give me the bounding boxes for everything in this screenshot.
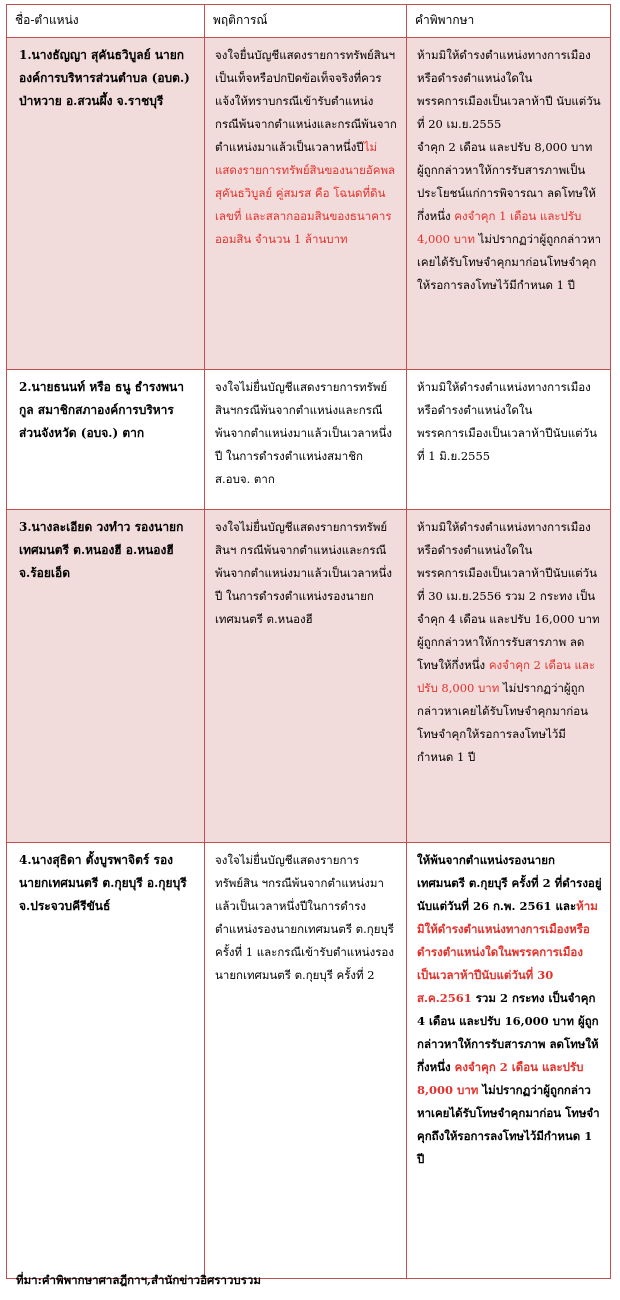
verdict-highlight: คงจำคุก 2 เดือน และปรับ 8,000 บาท [417,1060,584,1097]
verdict-text: ไม่ปรากฏว่าผู้ถูกกล่าวหาเคยได้รับโทษจำคุกมาก่อนโทษจำคุกให้รอการลงโทษไว้มีกำหนด 1 ปี [417,232,602,292]
row-1-verdict [407,38,611,370]
verdict-highlight: คงจำคุก 1 เดือน และปรับ 4,000 บาท [417,209,582,246]
header-behavior: พฤติการณ์ [205,5,407,38]
table-header-row [7,5,611,38]
row-4-behavior: จงใจไม่ยื่นบัญชีแสดงรายการทรัพย์สิน ฯกรณีพ้นจากตำแหน่งมาแล้วเป็นเวลาหนึ่งปีในการดำรงตำแหน่งรองนายกเทศมนตรี ต.กุยบุรี ครั้งที่ 1 และกรณีเข้ารับตำแหน่งรองนายกเทศมนตรี ต.กุยบุรี ครั้งที่ 2 [205,843,407,1279]
verdict-table-container [6,4,610,1279]
header-verdict: คำพิพากษา [407,5,611,38]
header-name-position: ชื่อ-ตำแหน่ง [7,5,205,38]
verdict-text: รวม 2 กระทง เป็นจำคุก 4 เดือน และปรับ 16,000 บาท ผู้ถูกกล่าวหาให้การรับสารภาพ ลดโทษให้กึ่งหนึ่ง [417,991,599,1074]
verdict-text: ห้ามมิให้ดำรงตำแหน่งทางการเมืองหรือดำรงตำแหน่งใดในพรรคการเมืองเป็นเวลาห้าปี นับแต่วันที่ 20 เม.ย.2555 [417,48,601,131]
verdict-text: ไม่ปรากฏว่าผู้ถูกกล่าวหาเคยได้รับโทษจำคุกมาก่อน โทษจำคุกถึงให้รอการลงโทษไว้มีกำหนด 1 ปี [417,1083,600,1166]
verdict-text: ไม่ปรากฏว่าผู้ถูกกล่าวหาเคยได้รับโทษจำคุกมาก่อน โทษจำคุกให้รอการลงโทษไว้มีกำหนด 1 ปี [417,681,589,764]
table-row [7,38,611,370]
verdict-highlight: คงจำคุก 2 เดือน และปรับ 8,000 บาท [417,658,596,695]
behavior-highlight: ไม่แสดงรายการทรัพย์สินของนายอัคพล สุคันธวิบูลย์ คู่สมรส คือ โฉนดที่ดินเลขที่ และสลากออมสินของธนาคารออมสิน จำนวน 1 ล้านบาท [215,140,396,246]
row-3-verdict [407,510,611,843]
row-4-name: 4.นางสุธิดา ตั้งบูรพาจิตร์ รองนายกเทศมนตรี ต.กุยบุรี อ.กุยบุรี จ.ประจวบคีรีขันธ์ [7,843,205,1279]
verdict-highlight: ห้ามมิให้ดำรงตำแหน่งทางการเมืองหรือดำรงตำแหน่งใดในพรรคการเมืองเป็นเวลาห้าปีนับแต่วันที่ 30 ส.ค.2561 [417,899,598,1005]
verdict-text: จำคุก 2 เดือน และปรับ 8,000 บาท ผู้ถูกกล่าวหาให้การรับสารภาพเป็นประโยชน์แก่การพิจารณา ลดโทษให้กึ่งหนึ่ง [417,140,596,223]
row-1-behavior [205,38,407,370]
row-2-name: 2.นายธนนท์ หรือ ธนู ธำรงพนากูล สมาชิกสภาองค์การบริหารส่วนจังหวัด (อบจ.) ตาก [7,370,205,510]
table-row [7,510,611,843]
source-footer: ที่มา:คำพิพากษาศาลฎีกาฯ,สำนักข่าวอิศราวบรวม [16,1273,261,1287]
row-2-behavior: จงใจไม่ยื่นบัญชีแสดงรายการทรัพย์สินฯกรณีพ้นจากตำแหน่งและกรณีพ้นจากตำแหน่งมาแล้วเป็นเวลาหนึ่งปี ในการดำรงตำแหน่งสมาชิก ส.อบจ. ตาก [205,370,407,510]
row-3-name: 3.นางละเอียด วงทำว รองนายกเทศมนตรี ต.หนองฮี อ.หนองฮี จ.ร้อยเอ็ด [7,510,205,843]
behavior-text: จงใจยื่นบัญชีแสดงรายการทรัพย์สินฯ เป็นเท็จหรือปกปิดข้อเท็จจริงที่ควรแจ้งให้ทราบกรณีเข้ารับตำแหน่ง กรณีพ้นจากตำแหน่งและกรณีพ้นจากตำแหน่งมาแล้วเป็นเวลาหนึ่งปี [215,48,397,154]
verdict-text: ให้พ้นจากตำแหน่งรองนายกเทศมนตรี ต.กุยบุรี ครั้งที่ 2 ที่ดำรงอยู่นับแต่วันที่ 26 ก.พ. 2561 และ [417,853,602,913]
verdict-table [6,4,611,1279]
verdict-text: ห้ามมิให้ดำรงตำแหน่งทางการเมือง หรือดำรงตำแหน่งใดในพรรคการเมืองเป็นเวลาห้าปีนับแต่วันที่ 30 เม.ย.2556 รวม 2 กระทง เป็นจำคุก 4 เดือน และปรับ 16,000 บาท ผู้ถูกกล่าวหาให้การรับสารภาพ ลดโทษให้กึ่งหนึ่ง [417,520,600,672]
table-row [7,370,611,510]
row-1-name: 1.นางธัญญา สุคันธวิบูลย์ นายกองค์การบริหารส่วนตำบล (อบต.) ป่าหวาย อ.สวนผึ้ง จ.ราชบุรี [7,38,205,370]
row-4-verdict [407,843,611,1279]
table-row [7,843,611,1279]
row-3-behavior: จงใจไม่ยื่นบัญชีแสดงรายการทรัพย์สินฯ กรณีพ้นจากตำแหน่งและกรณีพ้นจากตำแหน่งมาแล้วเป็นเวลาหนึ่งปี ในการดำรงตำแหน่งรองนายกเทศมนตรี ต.หนองฮี [205,510,407,843]
row-2-verdict: ห้ามมิให้ดำรงตำแหน่งทางการเมืองหรือดำรงตำแหน่งใดในพรรคการเมืองเป็นเวลาห้าปีนับแต่วันที่ 1 มิ.ย.2555 [407,370,611,510]
